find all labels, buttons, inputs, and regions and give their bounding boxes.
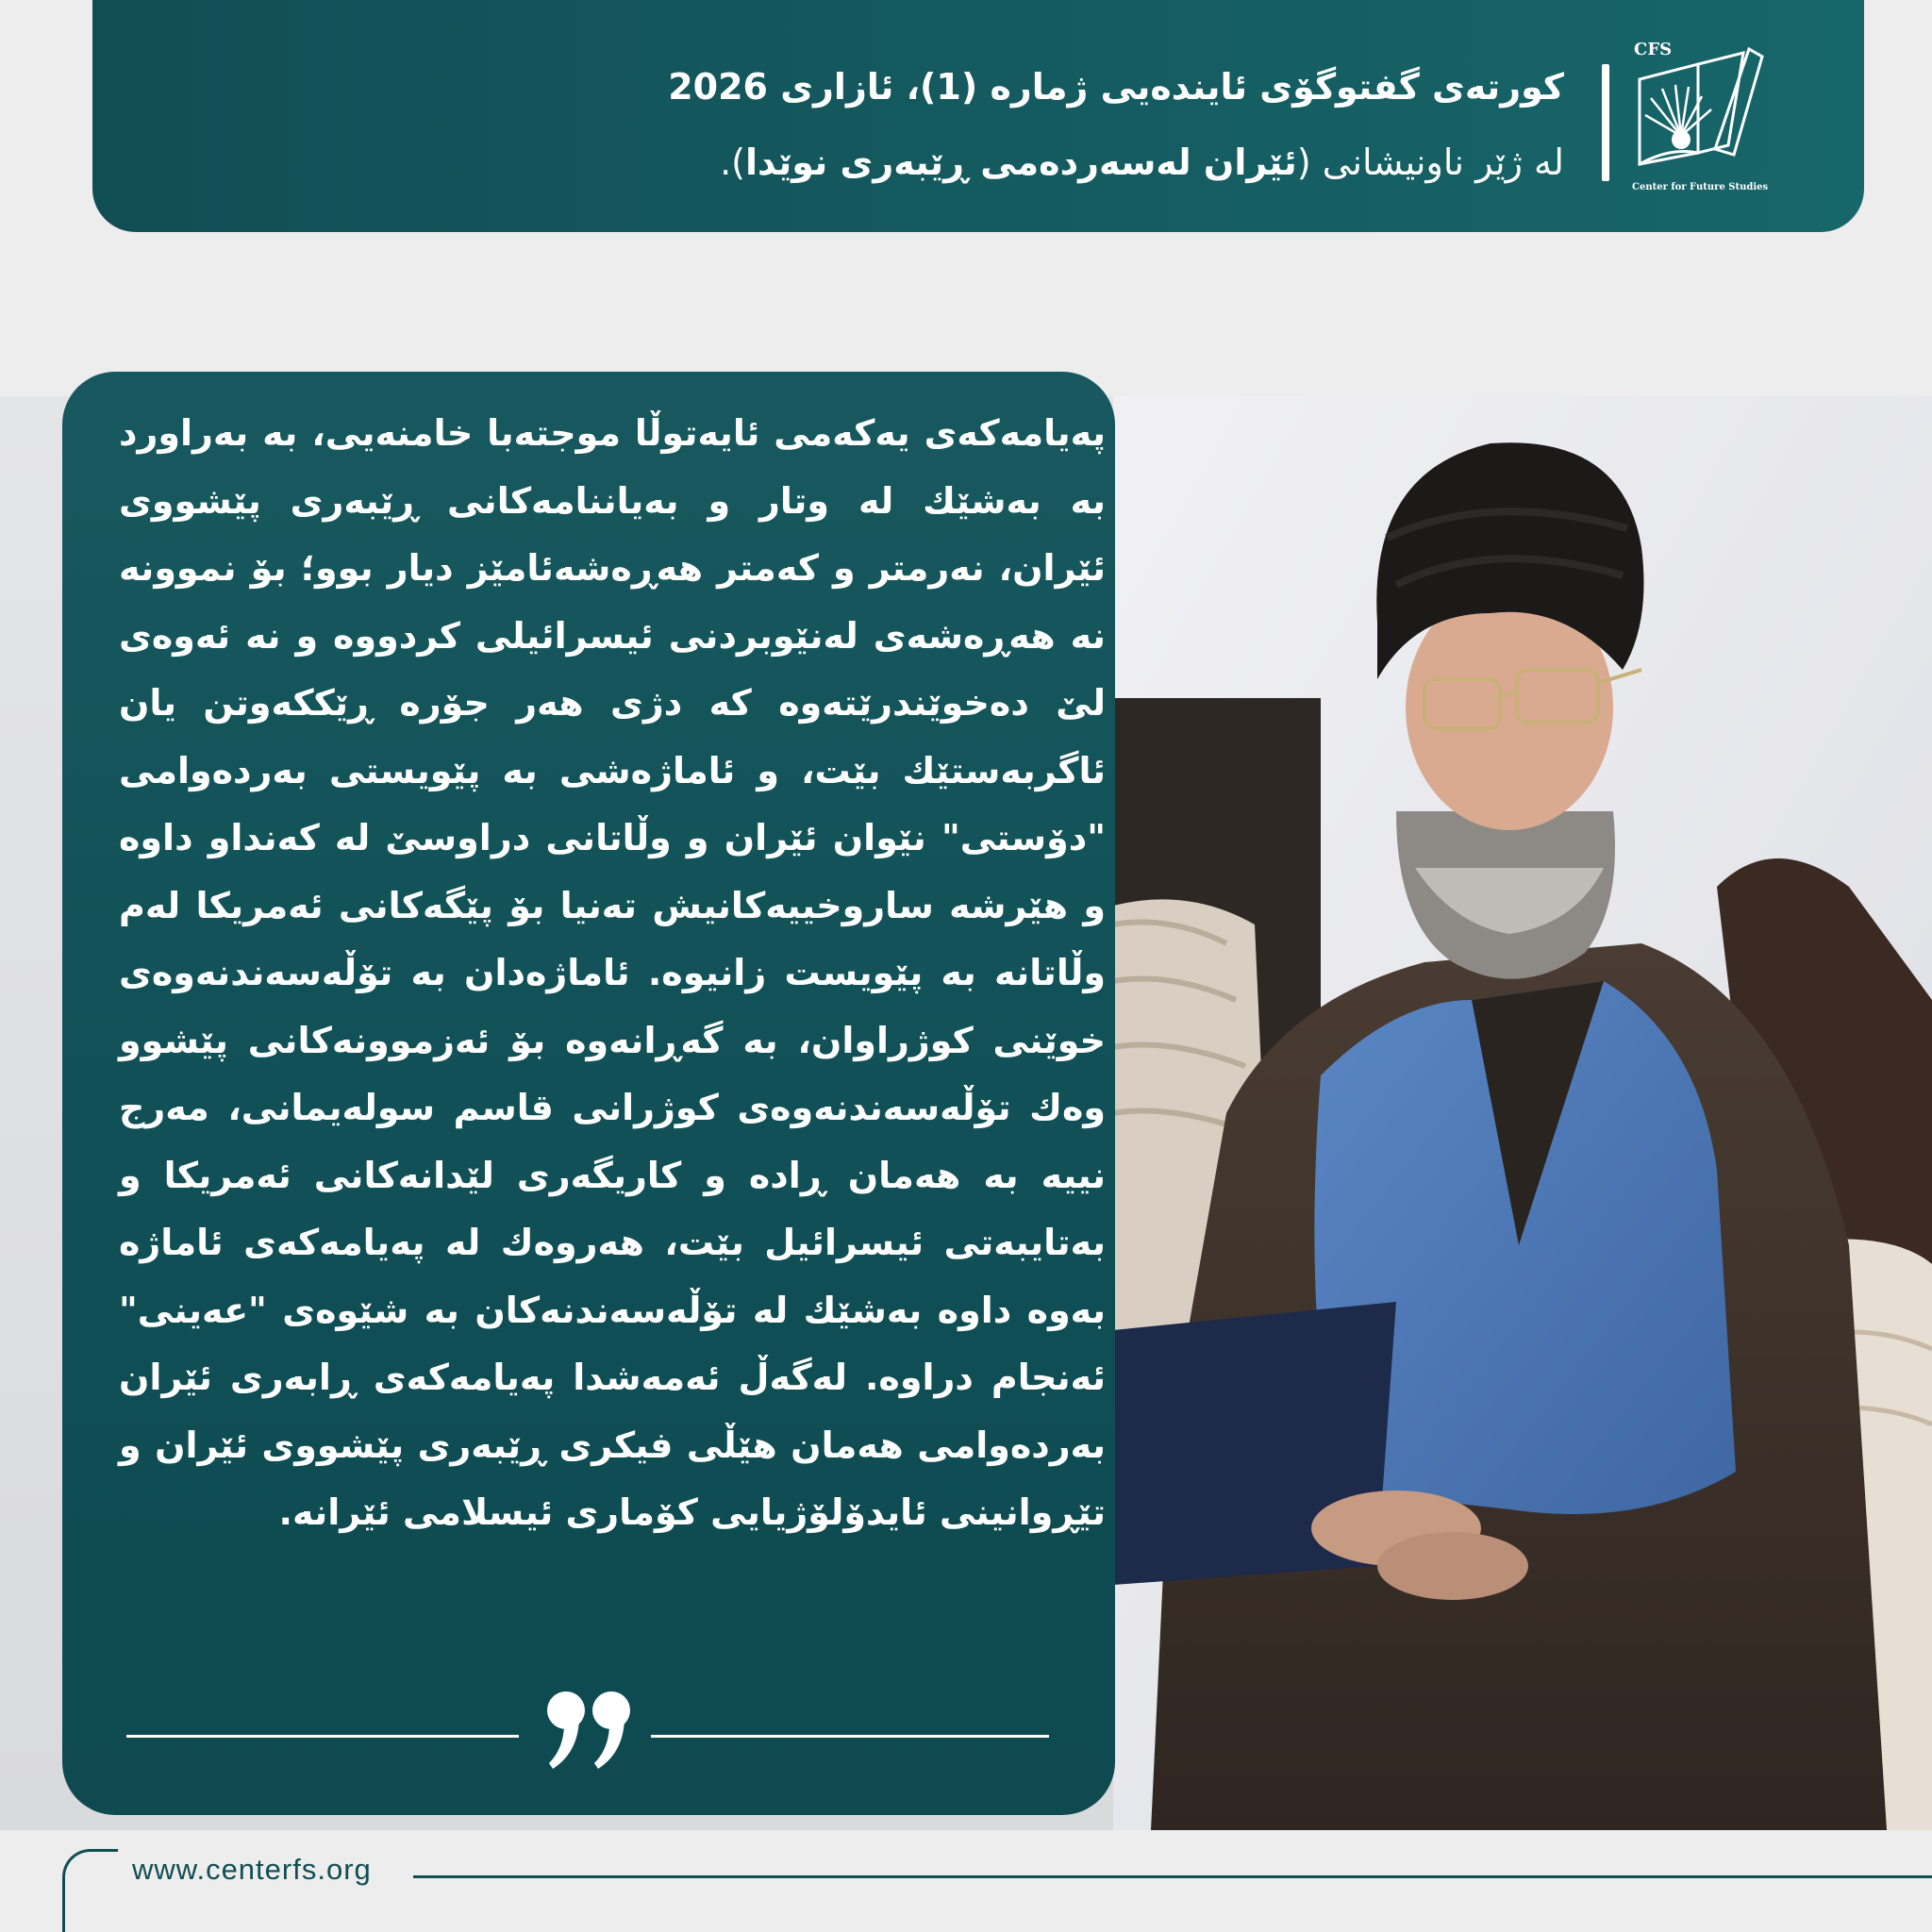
subtitle-prefix: لە ژێر ناونیشانی ( — [1296, 142, 1564, 183]
book-sunburst-icon — [1632, 42, 1766, 183]
header-title: کورتەی گفتوگۆی ئایندەیی ژمارە (1)، ئازاری 2026 — [668, 66, 1564, 108]
footer-frame-vertical — [62, 1877, 65, 1932]
subtitle-topic: ئێران لەسەردەمی ڕێبەری نوێدا — [744, 142, 1297, 183]
closing-quote-icon — [541, 1678, 636, 1782]
portrait-photo — [1113, 396, 1932, 1830]
header-text — [526, 49, 1564, 200]
header-divider — [1602, 64, 1609, 181]
quote-card — [62, 372, 1115, 1815]
cfs-logo — [1632, 40, 1769, 192]
quote-body: پەیامەکەی یەکەمی ئایەتوڵا موجتەبا خامنەیی، بە بەراورد بە بەشێك لە وتار و بەیاننامەکانی ڕێبەری پێشووی ئێران، نەرمتر و کەمتر هەڕەشەئامێز دیار بوو؛ بۆ نموونە نە هەڕەشەی لەنێوبردنی ئیسرائیلی کردووە و نە ئەوەی لێ دەخوێندرێتەوە کە دژی هەر جۆرە ڕێککەوتن یان ئاگربەستێك بێت، و ئاماژەشی بە پێویستی بەردەوامی "دۆستی" نێوان ئێران و وڵاتانی دراوسێ لە کەنداو داوە و هێرشە ساروخییەکانیش تەنیا بۆ پێگەکانی ئەمریکا لەم وڵاتانە بە پێویست زانیوە. ئاماژەدان بە تۆڵەسەندنەوەی خوێنی کوژراوان، بە گەڕانەوە بۆ ئەزموونەکانی پێشوو وەك تۆڵەسەندنەوەی کوژرانی قاسم سولەیمانی، مەرج نییە بە هەمان ڕادە و کاریگەری لێدانەکانی ئەمریکا و بەتایبەتی ئیسرائیل بێت، هەروەك لە پەیامەکەی ئاماژە بەوە داوە بەشێك لە تۆڵەسەندنەکان بە شێوەی "عەینی" ئەنجام دراوە. لەگەڵ ئەمەشدا پەیامەکەی ڕابەری ئێران بەردەوامی هەمان هێڵی فیکری ڕێبەری پێشووی ئێران و تێڕوانینی ئایدۆلۆژیایی کۆماری ئیسلامی ئێرانە. — [119, 412, 1106, 1533]
logo-caption: Center for Future Studies — [1632, 182, 1769, 192]
header-banner — [92, 0, 1864, 232]
website-link[interactable]: www.centerfs.org — [132, 1853, 372, 1886]
header-subtitle — [526, 125, 1564, 200]
logo-abbr: CFS — [1634, 40, 1673, 59]
quote-rule-left — [126, 1735, 519, 1738]
quote-rule-right — [651, 1735, 1049, 1738]
footer-frame-corner — [62, 1849, 118, 1890]
footer-frame-horizontal — [413, 1875, 1932, 1878]
subtitle-suffix: ). — [720, 142, 745, 183]
